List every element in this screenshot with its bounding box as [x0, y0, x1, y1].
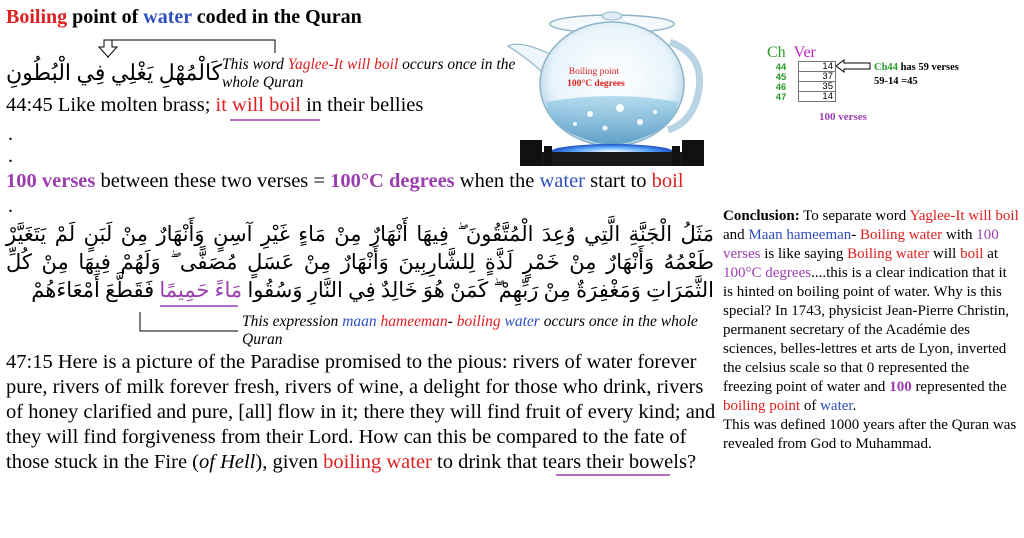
title-text: point of [67, 6, 144, 28]
kettle-image [500, 2, 720, 170]
note-yaglee: This word Yaglee-It will boil occurs once in the whole Quran [222, 56, 516, 91]
down-arrow-icon [99, 40, 117, 57]
arabic-highlight: مَاءً حَمِيمًا [159, 278, 243, 302]
table-cell-ver: 14 [798, 92, 836, 102]
table-cell-ver: 37 [798, 72, 836, 82]
table-note: Ch44 has 59 verses 59-14 =45 [874, 62, 959, 87]
title-water: water [143, 6, 192, 28]
conclusion-label: Conclusion: [723, 208, 800, 224]
table-footer: 100 verses [819, 111, 867, 123]
kettle-label-line1: Boiling point [568, 67, 620, 77]
note-maan-hameeman: This expression maan hameeman- boiling water occurs once in the whole Quran [242, 313, 698, 348]
title-text-end: coded in the Quran [191, 6, 362, 28]
dot-separator: . [8, 123, 13, 145]
verse-44-45-arabic [6, 60, 222, 86]
kettle-label-line2: 100°C degrees [567, 79, 625, 89]
table-cell-ch: 44 [775, 62, 787, 73]
dot-separator: . [8, 145, 13, 167]
table-cell-ch: 45 [775, 72, 787, 83]
headline: 100 verses between these two verses = 100°C degrees when the water start to boil [6, 170, 684, 192]
table-cell-ch: 47 [775, 92, 787, 103]
table-cell-ch: 46 [775, 82, 787, 93]
title-boiling: Boiling [6, 6, 68, 28]
verse-47-15-arabic: مَثَلُ الْجَنَّةِ الَّتِي وُعِدَ الْمُتَّقُونَ ۖ فِيهَا أَنْهَارٌ مِنْ مَاءٍ غَيْرِ آسِنٍ وَأَنْهَارٌ مِنْ لَبَنٍ لَمْ يَتَغَيَّرْ طَعْمُهُ وَأَنْهَارٌ مِنْ خَمْرٍ لَذَّةٍ لِلشَّارِبِينَ وَأَنْهَارٌ مِنْ عَسَلٍ مُصَفًّى ۖ وَلَهُمْ فِيهَا مِنْ كُلِّ الثَّمَرَاتِ وَمَغْفِرَةٌ مِنْ رَبِّهِمْ ۖ كَمَنْ هُوَ خَالِدٌ فِي النَّارِ وَسُقُوا مَاءً حَمِيمًا فَقَطَّعَ أَمْعَاءَهُمْ [6, 222, 714, 302]
dot-separator: . [8, 195, 13, 217]
table-header: Ch Ver [767, 44, 816, 61]
table-cell-ver: 14 [798, 62, 836, 72]
arabic-text: كَالْمُهْلِ يَغْلِي فِي الْبُطُونِ [6, 60, 223, 85]
table-cell-ver: 35 [798, 82, 836, 92]
conclusion-block: Conclusion: To separate word Yaglee-It will boil and Maan hameeman- Boiling water with 100 verses is like saying Boiling water will boil at 100°C degrees....this is a clear indication that it is hinted on boiling point of water. Why is this special? In 1743, physicist Jean-Pierre Christin, permanent secretary of the Académie des sciences, belles-lettres et arts de Lyon, inverted the celsius scale so that 0 represented the freezing point of water and 100 represented the boiling point of water. This was defined 1000 years after the Quran was revealed from God to Muhammad. [723, 208, 1019, 452]
verse-47-15-translation: 47:15 Here is a picture of the Paradise promised to the pious: rivers of water forever pure, rivers of milk forever fresh, rivers of wine, a delight for those who drink, rivers of honey clarified and pure, [all] flow in it; there they will find fruit of every kind; and they will find forgiveness from their Lord. How can this be compared to the fate of those stuck in the Fire (of Hell), given boiling water to drink that tears their bowels? [6, 351, 716, 473]
verse-44-45-translation: 44:45 Like molten brass; it will boil in their bellies [6, 94, 424, 116]
left-arrow-icon [836, 60, 870, 72]
